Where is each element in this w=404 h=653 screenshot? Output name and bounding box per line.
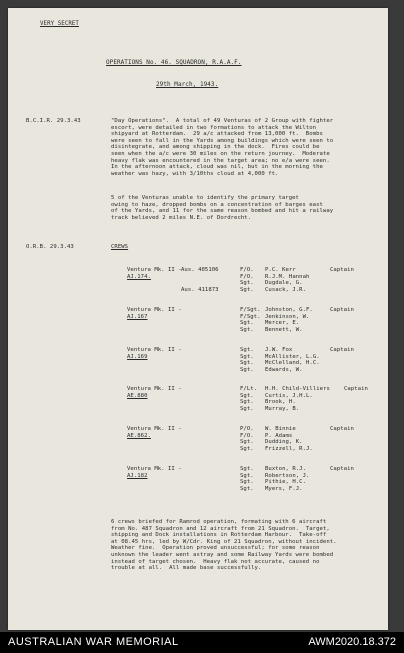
aircraft-serial: AE.862. (127, 433, 151, 439)
paragraph-venturas: 5 of the Venturas unable to identify the primary target owing to haze, dropped bombs on a concentration of barges east of the Yards, and 11 for the same reason bombed and hit a railway track believed 2 miles N.E. of Dordrecht. (111, 195, 334, 221)
captain-label: Captain (330, 466, 354, 472)
aircraft-type: Ventura Mk. II - (127, 267, 182, 273)
reference-bcir: B.C.I.R. 29.3.43 (26, 118, 81, 124)
crew-ranks: Sgt. Sgt. Sgt. Sgt. (240, 466, 254, 492)
captain-label: Captain (330, 347, 354, 353)
aircraft-serial: AJ.182 (127, 473, 148, 479)
document-title: OPERATIONS No. 46. SQUADRON, R.A.A.F. (106, 59, 242, 66)
crew-ranks: F/O. F/O. Sgt. Sgt. (240, 267, 254, 293)
aircraft-type: Ventura Mk. II - (127, 386, 182, 392)
crews-heading: CREWS (111, 244, 129, 250)
aircraft-serial: AE.880 (127, 393, 148, 399)
archive-footer (0, 632, 404, 653)
aircraft-serial: AJ.174. (127, 274, 151, 280)
crew-names: Buxton, R.J. Robertson, J. Pithie, H.C. Myers, F.J. (265, 466, 310, 492)
aircraft-type: Ventura Mk. II - (127, 466, 182, 472)
archive-id: AWM2020.18.372 (308, 636, 396, 648)
captain-label: Captain (330, 267, 354, 273)
archive-name: AUSTRALIAN WAR MEMORIAL (8, 636, 179, 648)
aircraft-type: Ventura Mk. II - (127, 347, 182, 353)
document-page (8, 8, 388, 630)
service-numbers: Aus. 405106 Aus. 411873 (181, 267, 219, 293)
aircraft-type: Ventura Mk. II - (127, 307, 182, 313)
crew-ranks: F/Sgt. F/Sgt. Sgt. Sgt. (240, 307, 261, 333)
crew-ranks: P/O. F/O. Sgt. Sgt. (240, 426, 254, 452)
captain-label: Captain (344, 386, 368, 392)
crew-names: P.C. Kerr R.J.M. Hannah Dugdale, G. Cusack, J.R. (265, 267, 310, 293)
classification-stamp: VERY SECRET (40, 21, 79, 27)
crew-names: J.W. Fox McAllister, L.G. McClelland, H.C. Edwards, W. (265, 347, 320, 373)
paragraph-ramrod-operation: 6 crews briefed for Ramrod operation, formating with 6 aircraft from No. 487 Squadron and 12 aircraft from 21 Squadron. Target, shipping and Dock installations in Rotterdam Harbour. Take-off at 08.45 hrs, led by W/Cdr. King of 21 Squadron, without incident. Weather fine. Operation proved unsuccessful; for some reason unknown the leader went astray and some Railway Yards were bombed instead of target chosen. Heavy flak not accurate, caused no trouble at all. All made base successfully. (111, 519, 337, 572)
captain-label: Captain (330, 307, 354, 313)
aircraft-serial: AJ.167 (127, 314, 148, 320)
aircraft-serial: AJ.169 (127, 354, 148, 360)
captain-label: Captain (330, 426, 354, 432)
crew-names: H.H. Child-Villiers Curtis, J.H.L. Brook, H. Murray, B. (265, 386, 330, 412)
crew-names: Johnston, G.F. Jenkinson, W. Mercer, E. Bennett, W. (265, 307, 313, 333)
paragraph-day-operations: "Day Operations". A total of 49 Venturas of 2 Group with fighter escort, were detailed in two formations to attack the Wilton shipyard at Rotterdam. 29 a/c attacked from 13,000 ft. Bombs were seen to fall in the Yards among buildings which were seen to disintegrate, and among shipping in the dock. Fires could be seen when the a/c were 30 miles on the return journey. Moderate heavy flak was encountered in the target area; no e/a were seen. In the afternoon attack, cloud was nil, but in the morning the weather was hazy, with 3/10ths cloud at 4,000 ft. (111, 118, 334, 177)
crew-names: W. Binnie P. Adams Dudding, K. Frizzell, R.J. (265, 426, 313, 452)
aircraft-type: Ventura Mk. II - (127, 426, 182, 432)
reference-orb: O.R.B. 29.3.43 (26, 244, 74, 250)
document-date: 29th March, 1943. (156, 81, 219, 88)
crew-ranks: Sgt. Sgt. Sgt. Sgt. (240, 347, 254, 373)
crew-ranks: F/Lt. Sgt. Sgt. Sgt. (240, 386, 258, 412)
